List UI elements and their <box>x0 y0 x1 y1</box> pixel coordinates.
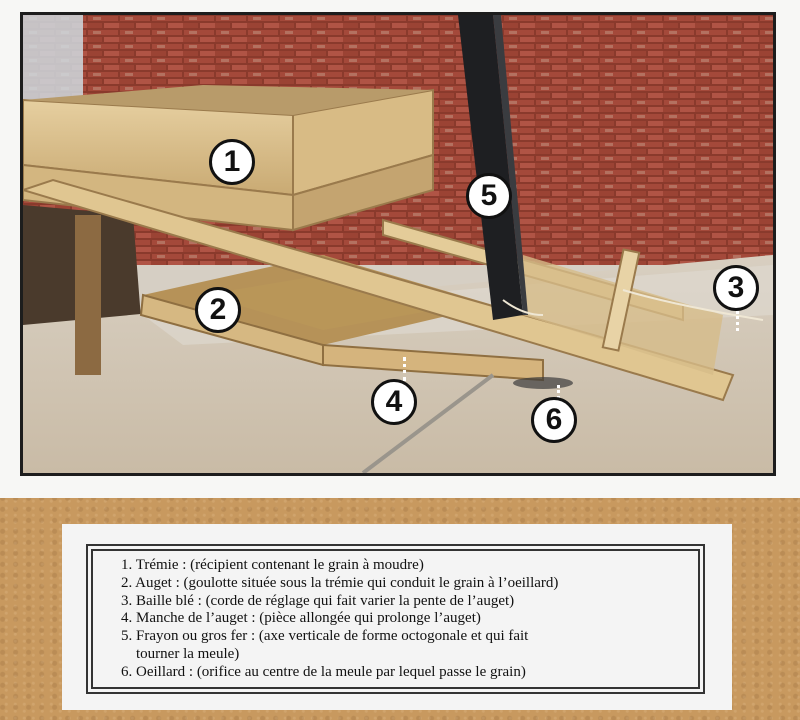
marker-3: 3 <box>713 265 759 311</box>
marker-6: 6 <box>531 397 577 443</box>
legend-list <box>91 549 700 689</box>
marker-4: 4 <box>371 379 417 425</box>
legend-item-5-continued: tourner la meule) <box>121 645 240 662</box>
legend-frame <box>86 544 705 694</box>
legend-item-1: 1. Trémie : (récipient contenant le grain à moudre) <box>121 557 424 573</box>
marker-4-leader <box>403 357 406 381</box>
marker-3-leader <box>736 311 739 331</box>
legend-item-2: 2. Auget : (goulotte située sous la trémie qui conduit le grain à l’oeillard) <box>121 574 559 591</box>
legend-item-4: 4. Manche de l’auget : (pièce allongée qui prolonge l’auget) <box>121 610 481 627</box>
marker-1: 1 <box>209 139 255 185</box>
marker-2: 2 <box>195 287 241 333</box>
mill-photograph <box>20 12 776 476</box>
marker-5: 5 <box>466 173 512 219</box>
legend-item-5: 5. Frayon ou gros fer : (axe verticale de forme octogonale et qui fait <box>121 628 529 645</box>
legend-item-6: 6. Oeillard : (orifice au centre de la meule par lequel passe le grain) <box>121 663 526 680</box>
legend-item-3: 3. Baille blé : (corde de réglage qui fait varier la pente de l’auget) <box>121 592 515 609</box>
legend-card <box>62 524 732 710</box>
